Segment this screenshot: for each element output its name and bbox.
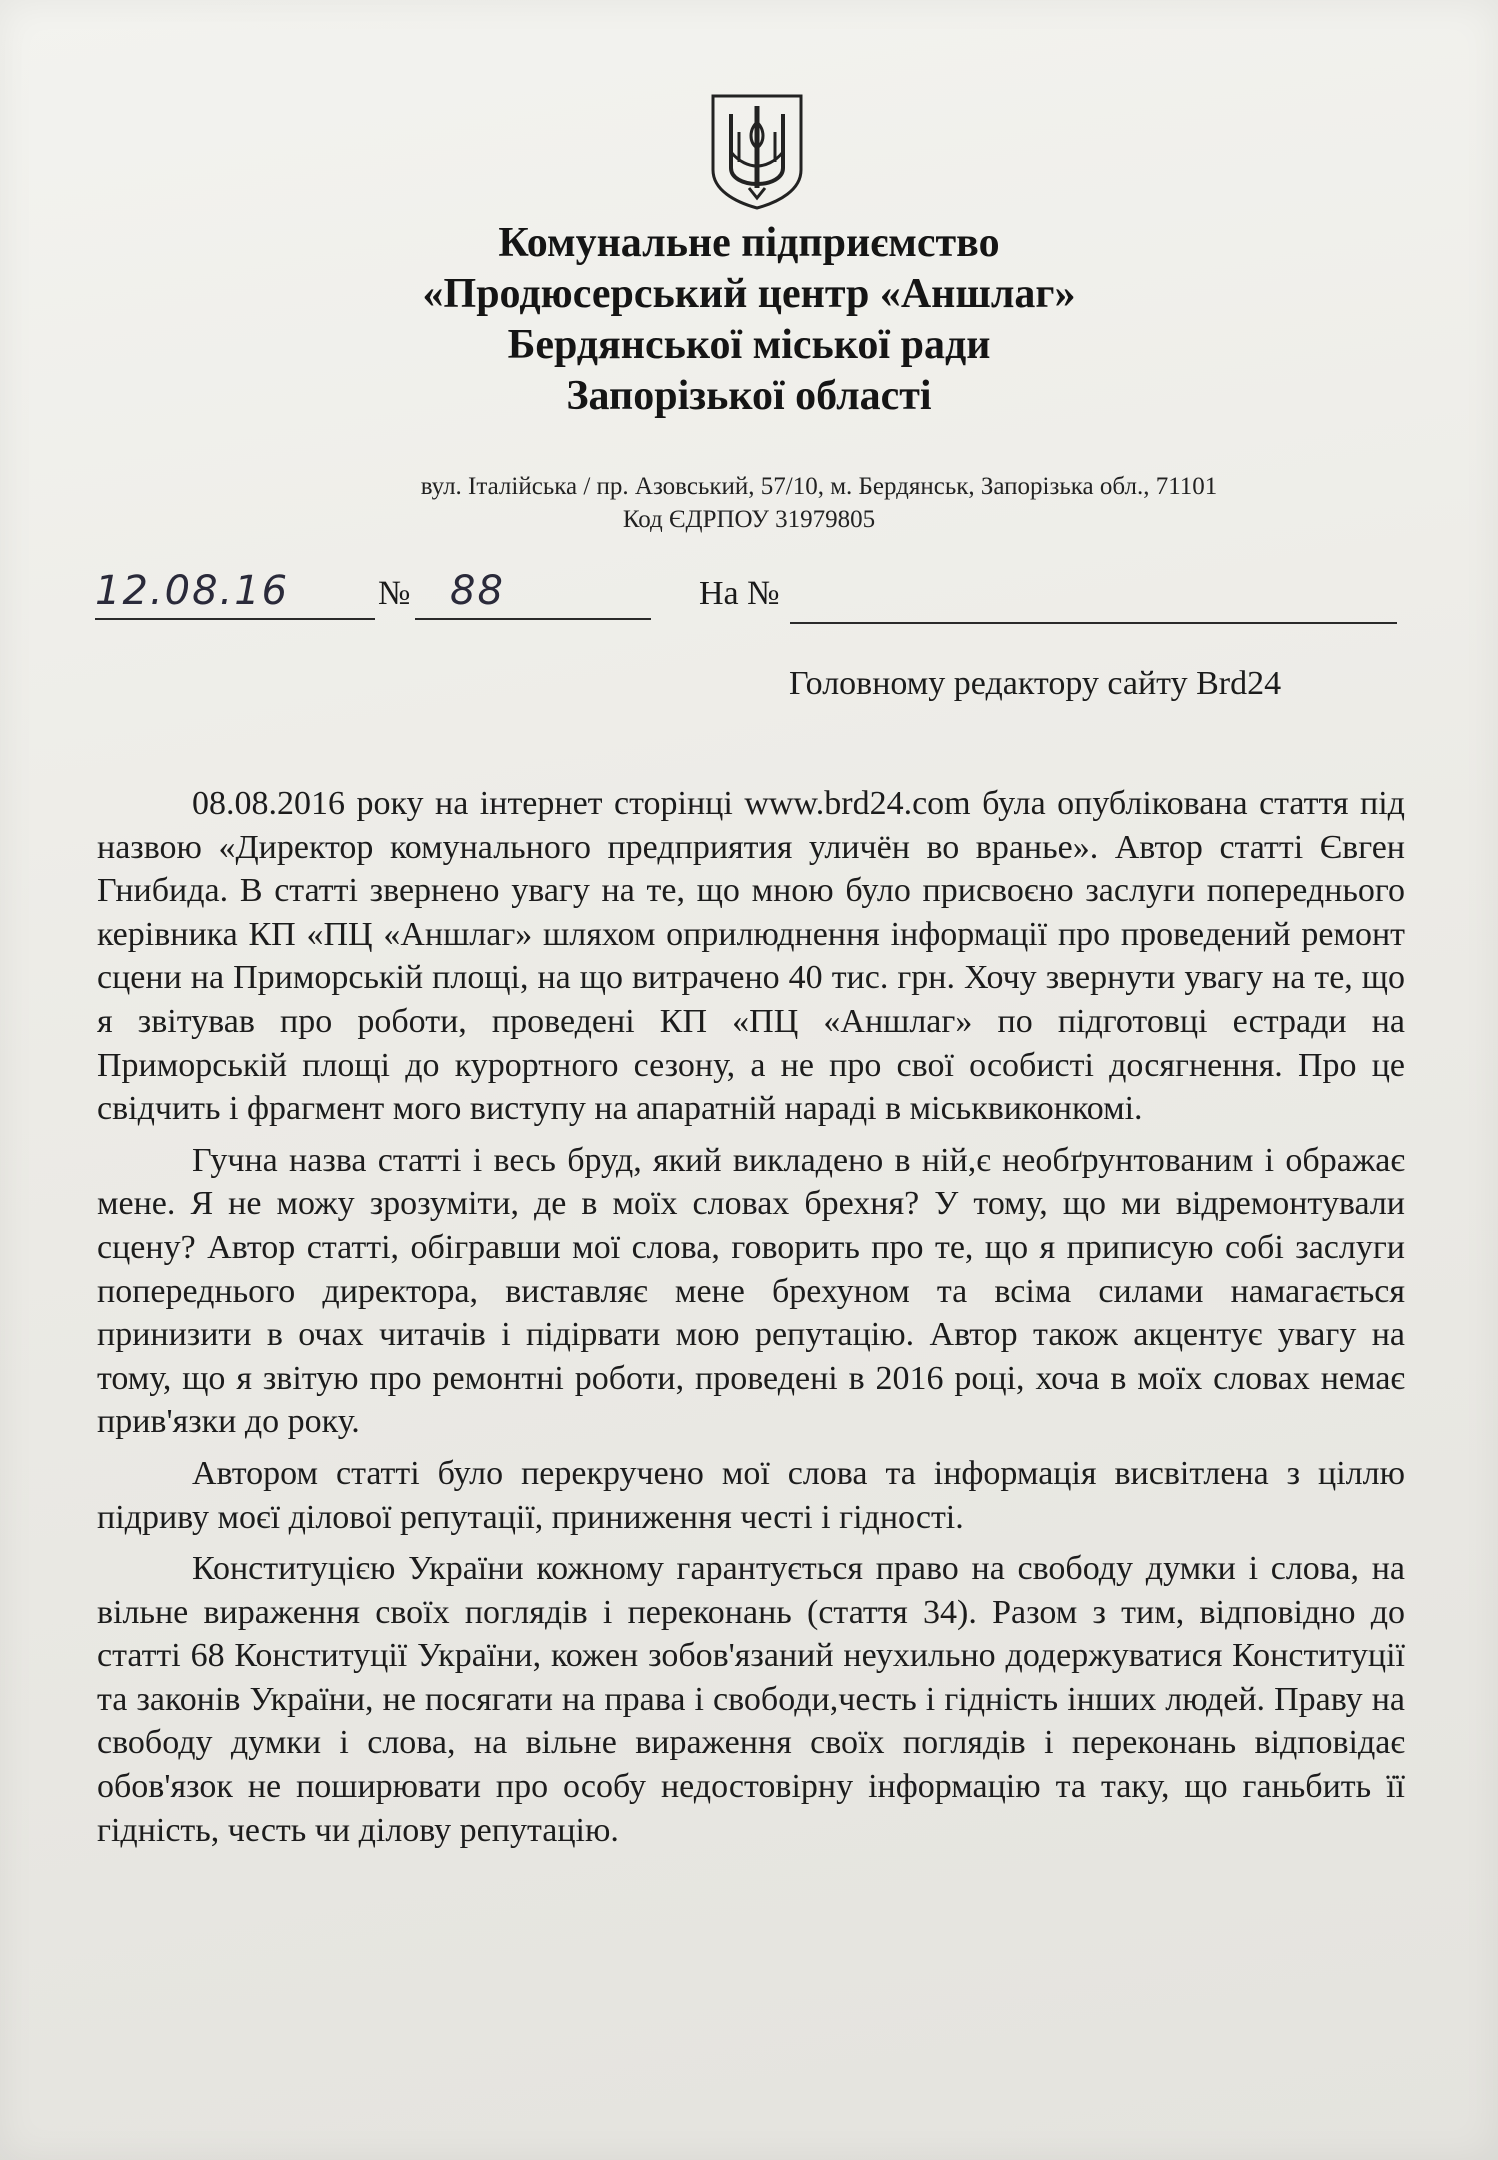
letter-body: [97, 782, 1405, 1860]
addressee: Головному редактору сайту Brd24: [789, 665, 1282, 702]
organization-address: [0, 470, 1498, 536]
paragraph-1: 08.08.2016 року на інтернет сторінці www.brd24.com була опублікована стаття під назвою «Директор комунального предприятия уличён во вранье». Автор статті Євген Гнибида. В статті звернено увагу на те, що мною було присвоєно заслуги попереднього керівника КП «ПЦ «Аншлаг» шляхом оприлюднення інформації про проведений ремонт сцени на Приморській площі, на що витрачено 40 тис. грн. Хочу звернути увагу на те, що я звітував про роботи, проведені КП «ПЦ «Аншлаг» по підготовці естради на Приморській площі до курортного сезону, а не про свої особисті досягнення. Про це свідчить і фрагмент мого виступу на апаратній нараді в міськвиконкомі.: [97, 785, 1405, 1128]
address-line: вул. Італійська / пр. Азовський, 57/10, м. Бердянськ, Запорізька обл., 71101: [420, 473, 1218, 500]
number-label: №: [378, 575, 411, 612]
paragraph-2: Гучна назва статті і весь бруд, який викладено в ній,є необґрунтованим і ображає мене. Я не можу зрозуміти, де в моїх словах брехня? У тому, що ми відремонтували сцену? Автор статті, обігравши мої слова, говорить про те, що я приписую собі заслуги попереднього директора, виставляє мене брехуном та всіма силами намагається принизити в очах читачів і підірвати мою репутацію. Автор також акцентує увагу на тому, що я звітую про ремонтні роботи, проведені в 2016 році, хоча в моїх словах немає прив'язки до року.: [97, 1141, 1405, 1441]
number-underline: [415, 618, 651, 620]
trident-coat-of-arms-icon: [709, 92, 805, 210]
reply-number-label: На №: [699, 575, 780, 612]
header-line-4: Запорізької області: [566, 373, 932, 419]
header-line-2: «Продюсерський центр «Аншлаг»: [422, 271, 1076, 317]
edrpou-code: Код ЄДРПОУ 31979805: [622, 506, 876, 533]
header-line-3: Бердянської міської ради: [507, 322, 991, 368]
paragraph-3: Автором статті було перекручено мої слова та інформація висвітлена з ціллю підриву моєї ділової репутації, приниження честі і гідності.: [97, 1454, 1405, 1536]
date-underline: [95, 618, 375, 620]
header-line-1: Комунальне підприємство: [498, 220, 1000, 266]
outgoing-date: 12.08.16: [95, 568, 290, 614]
organization-header: [0, 218, 1498, 422]
outgoing-number: 88: [450, 568, 505, 614]
paragraph-4: Конституцією України кожному гарантується право на свободу думки і слова, на вільне вираження своїх поглядів і переконань (стаття 34). Разом з тим, відповідно до статті 68 Конституції України, кожен зобов'язаний неухильно додержуватися Конституції та законів України, не посягати на права і свободи,честь і гідність інших людей. Праву на свободу думки і слова, на вільне вираження своїх поглядів і переконань відповідає обов'язок не поширювати про особу недостовірну інформацію та таку, що ганьбить її гідність, честь чи ділову репутацію.: [97, 1550, 1405, 1849]
reply-number-underline: [790, 622, 1397, 624]
